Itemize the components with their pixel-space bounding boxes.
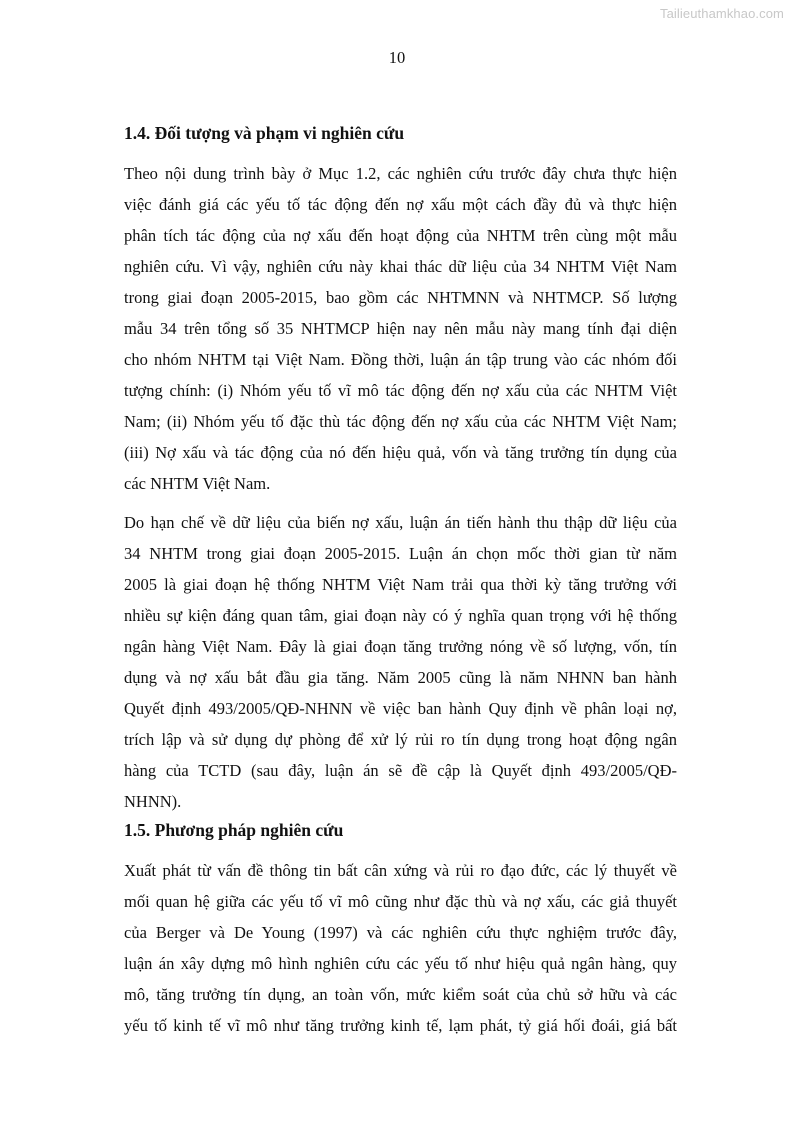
text-line: mô, tăng trưởng tín dụng, an toàn vốn, mức kiểm soát của chủ sở hữu và các bbox=[124, 985, 677, 1004]
text-line: phân tích tác động của nợ xấu đến hoạt động của NHTM trên cùng một mẫu bbox=[124, 226, 677, 245]
text-line: (iii) Nợ xấu và tác động của nó đến hiệu quả, vốn và tăng trưởng tín dụng của bbox=[124, 443, 677, 462]
text-line: NHNN). bbox=[124, 792, 182, 811]
text-line: hàng của TCTD (sau đây, luận án sẽ đề cập là Quyết định 493/2005/QĐ- bbox=[124, 761, 677, 780]
page-number: 10 bbox=[388, 48, 406, 67]
text-line: luận án xây dựng mô hình nghiên cứu các yếu tố như hiệu quả ngân hàng, quy bbox=[124, 954, 677, 973]
text-line: cho nhóm NHTM tại Việt Nam. Đồng thời, luận án tập trung vào các nhóm đối bbox=[124, 350, 677, 369]
text-line: yếu tố kinh tế vĩ mô như tăng trưởng kinh tế, lạm phát, tỷ giá hối đoái, giá bất bbox=[124, 1016, 677, 1035]
text-line: trong giai đoạn 2005-2015, bao gồm các NHTMNN và NHTMCP. Số lượng bbox=[124, 288, 677, 307]
text-line: Theo nội dung trình bày ở Mục 1.2, các nghiên cứu trước đây chưa thực hiện bbox=[124, 164, 677, 183]
text-line: 2005 là giai đoạn hệ thống NHTM Việt Nam trải qua thời kỳ tăng trưởng với bbox=[124, 575, 677, 594]
text-line: trích lập và sử dụng dự phòng để xử lý rủi ro tín dụng trong hoạt động ngân bbox=[124, 730, 677, 749]
text-line: của Berger và De Young (1997) và các nghiên cứu thực nghiệm trước đây, bbox=[124, 923, 677, 942]
text-line: dụng và nợ xấu bắt đầu gia tăng. Năm 2005 cũng là năm NHNN ban hành bbox=[124, 668, 677, 687]
section-heading-1-4: 1.4. Đối tượng và phạm vi nghiên cứu bbox=[124, 123, 405, 143]
text-line: ngân hàng Việt Nam. Đây là giai đoạn tăng trưởng nóng về số lượng, vốn, tín bbox=[124, 637, 677, 656]
text-line: nghiên cứu. Vì vậy, nghiên cứu này khai thác dữ liệu của 34 NHTM Việt Nam bbox=[124, 257, 677, 276]
text-line: Do hạn chế về dữ liệu của biến nợ xấu, luận án tiến hành thu thập dữ liệu của bbox=[124, 513, 677, 532]
text-line: tượng chính: (i) Nhóm yếu tố vĩ mô tác động đến nợ xấu của các NHTM Việt bbox=[124, 381, 677, 400]
text-line: 34 NHTM trong giai đoạn 2005-2015. Luận án chọn mốc thời gian từ năm bbox=[124, 544, 677, 563]
watermark: Tailieuthamkhao.com bbox=[659, 6, 784, 21]
text-line: Nam; (ii) Nhóm yếu tố đặc thù tác động đến nợ xấu của các NHTM Việt Nam; bbox=[124, 412, 677, 431]
text-line: mối quan hệ giữa các yếu tố vĩ mô cũng như đặc thù và nợ xấu, các giả thuyết bbox=[124, 892, 677, 911]
text-line: Quyết định 493/2005/QĐ-NHNN về việc ban hành Quy định về phân loại nợ, bbox=[124, 699, 677, 718]
text-line: Xuất phát từ vấn đề thông tin bất cân xứng và rủi ro đạo đức, các lý thuyết về bbox=[124, 861, 677, 880]
text-line: các NHTM Việt Nam. bbox=[124, 474, 271, 493]
text-line: việc đánh giá các yếu tố tác động đến nợ xấu một cách đầy đủ và thực hiện bbox=[124, 195, 677, 214]
text-line: nhiều sự kiện đáng quan tâm, giai đoạn này có ý nghĩa quan trọng với hệ thống bbox=[124, 606, 677, 625]
text-line: mẫu 34 trên tổng số 35 NHTMCP hiện nay nên mẫu này mang tính đại diện bbox=[124, 319, 677, 338]
section-heading-1-5: 1.5. Phương pháp nghiên cứu bbox=[124, 820, 344, 840]
